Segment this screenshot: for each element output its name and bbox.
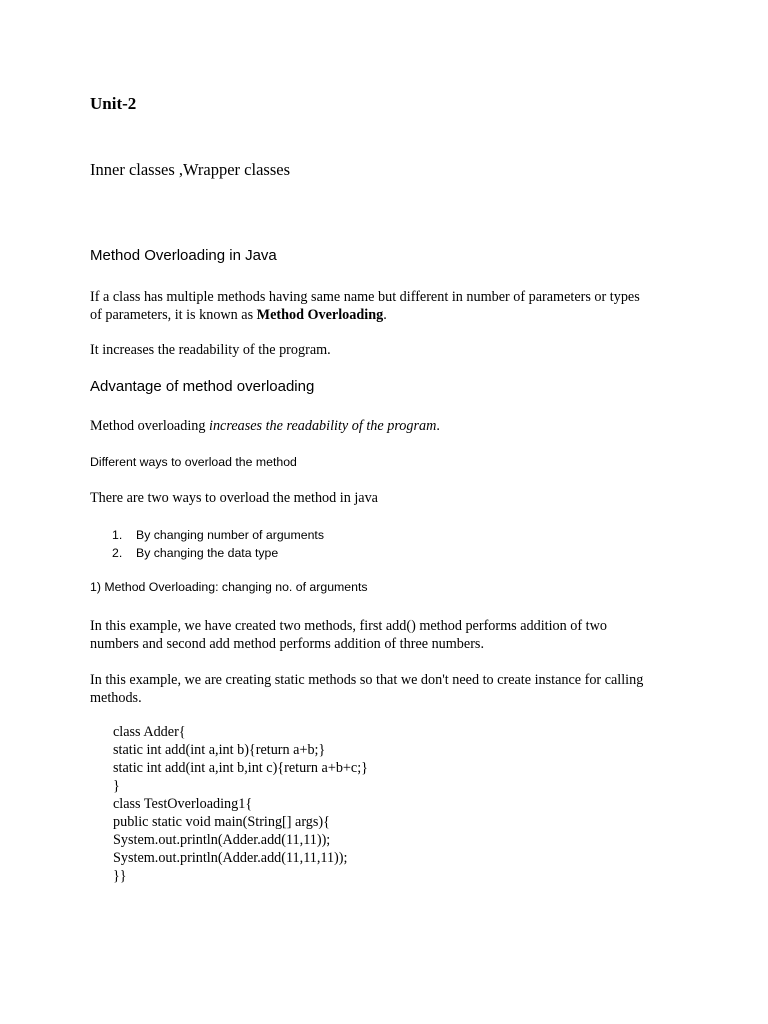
paragraph-definition xyxy=(90,288,640,324)
text-run: of parameters, it is known as xyxy=(90,307,257,323)
bold-term: Method Overloading xyxy=(256,307,384,323)
paragraph-example-description xyxy=(90,617,607,653)
text-run: Method overloading xyxy=(90,418,209,434)
ways-list xyxy=(112,526,324,562)
code-line: } xyxy=(113,778,120,794)
list-item-number: 1. xyxy=(112,528,123,542)
paragraph-static-methods xyxy=(90,671,643,707)
code-line: public static void main(String[] args){ xyxy=(113,814,330,830)
paragraph-readability: It increases the readability of the program. xyxy=(90,342,331,358)
section-heading-method-overloading: Method Overloading in Java xyxy=(90,247,277,264)
page-subtitle: Inner classes ,Wrapper classes xyxy=(90,160,290,179)
code-line: class TestOverloading1{ xyxy=(113,796,253,812)
code-line: System.out.println(Adder.add(11,11,11)); xyxy=(113,850,348,866)
section-heading-example: 1) Method Overloading: changing no. of arguments xyxy=(90,580,368,594)
code-line: System.out.println(Adder.add(11,11)); xyxy=(113,832,331,848)
unit-title: Unit-2 xyxy=(90,94,137,113)
code-line: static int add(int a,int b){return a+b;} xyxy=(113,742,326,758)
italic-phrase: increases the readability of the program xyxy=(209,418,437,434)
paragraph-line: In this example, we have created two methods, first add() method performs addition of two xyxy=(90,618,607,634)
paragraph-line: In this example, we are creating static methods so that we don't need to create instance for calling xyxy=(90,672,644,688)
paragraph-line: If a class has multiple methods having same name but different in number of parameters or types xyxy=(90,289,640,305)
paragraph-line xyxy=(90,306,640,324)
section-heading-ways: Different ways to overload the method xyxy=(90,455,297,469)
list-item-number: 2. xyxy=(112,546,123,560)
code-line: }} xyxy=(113,868,127,884)
paragraph-ways-intro: There are two ways to overload the method in java xyxy=(90,490,378,506)
paragraph-advantage xyxy=(90,418,440,435)
text-run: . xyxy=(383,307,387,323)
code-line: static int add(int a,int b,int c){return a+b+c;} xyxy=(113,760,368,776)
text-run: . xyxy=(436,418,440,434)
list-item-label: By changing number of arguments xyxy=(136,528,324,542)
list-item xyxy=(112,526,324,544)
paragraph-line: methods. xyxy=(90,690,142,706)
list-item-label: By changing the data type xyxy=(136,546,279,560)
list-item xyxy=(112,544,324,562)
section-heading-advantage: Advantage of method overloading xyxy=(90,378,315,395)
code-line: class Adder{ xyxy=(113,724,186,740)
paragraph-line: numbers and second add method performs addition of three numbers. xyxy=(90,636,484,652)
code-block xyxy=(113,723,368,885)
